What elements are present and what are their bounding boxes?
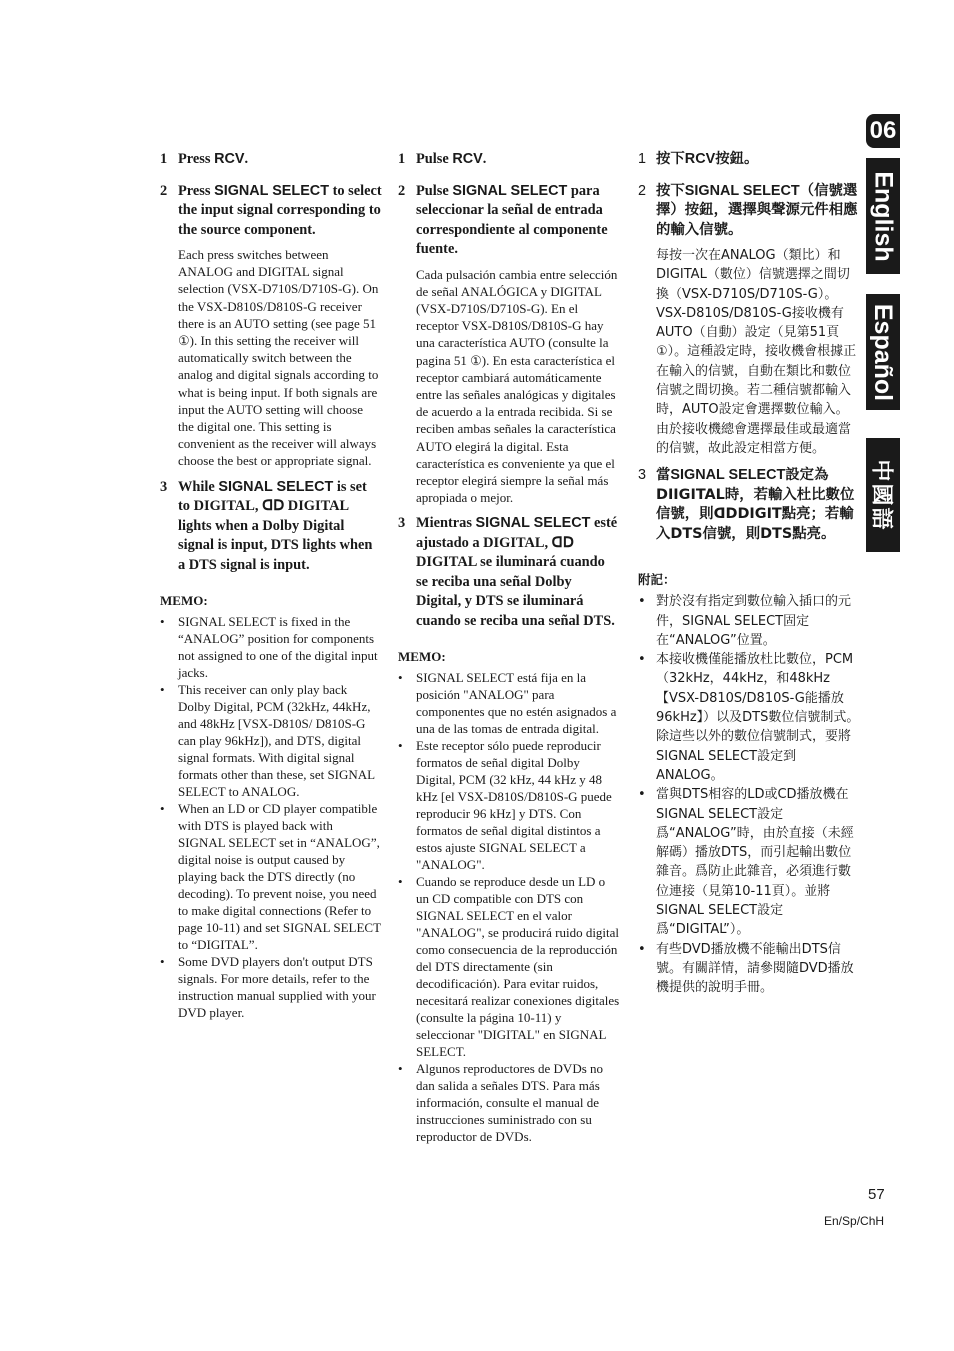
memo-item: • Cuando se reproduce desde un LD o un CD compatible con DTS con SIGNAL SELECT en el valor "ANALOG", se producirá ruido digital como consecuencia de la reproducción del DTS directamente (sin decodificación). Para evitar ruidos, necesitará realizar conexiones digitales (consulte la página 10-11) y seleccionar "DIGITAL" en SIGNAL SELECT. [398,874,620,1060]
memo-item: • 本接收機僅能播放杜比數位，PCM（32kHz，44kHz，和48kHz【VSX-D810S/D810S-G能播放96kHz】）以及DTS數位信號制式。除這些以外的數位信號制式，要將SIGNAL SELECT設定到ANALOG。 [638,652,860,783]
memo-title: MEMO: [398,649,446,665]
english-tab: English [866,158,900,274]
signal-select-key: SIGNAL SELECT [214,182,329,199]
step-2-body: Each press switches between ANALOG and DIGITAL signal selection (VSX-D710S/D710S-G). On the VSX-D810S/D810S-G receiver there is an AUTO setting (see page 51 ①). In this setting the receiver will automatically switch between the analog and digital signals according to what is being input. If both signals are input the AUTO setting will choose the digital one. This setting is convenient as the receiver will always choose the best or appropriate signal. [178,247,379,469]
memo-item: • SIGNAL SELECT está fija en la posición "ANALOG" para componentes que no estén asignados a una de las tomas de entrada digital. [398,670,617,737]
memo-item: • Este receptor sólo puede reproducir formatos de señal digital Dolby Digital, PCM (32 kHz, 44 kHz y 48 kHz [el VSX-D810S/D810S-G puede reproducir 96 kHz] y DTS. Con formatos de señal digital distintos a estos ajuste SIGNAL SELECT a "ANALOG". [398,738,612,873]
step-1: 1 按下RCV按鈕。 [638,151,759,167]
page-number: 57 [868,1186,885,1203]
step-3: 3 當SIGNAL SELECT設定為DIIGITAL時，若輸入杜比數位信號，則ᗡᗞDIGIT點亮；若輸入DTS信號，則DTS點亮。 [638,467,855,542]
memo-item: • Algunos reproductores de DVDs no dan salida a señales DTS. Para más información, consulte el manual de instrucciones suministrado con su reproductor de DVDs. [398,1061,604,1145]
rcv-key: RCV [214,151,245,167]
memo-item: • Some DVD players don't output DTS signals. For more details, refer to the instruction manual supplied with your DVD player. [160,954,376,1021]
memo-item: • When an LD or CD player compatible with DTS is played back with SIGNAL SELECT set in “ANALOG”, digital noise is output caused by playing back the DTS directly (no decoding). To prevent noise, you need to make digital connections (Refer to page 10-11) and set SIGNAL SELECT to “DIGITAL”. [160,801,381,953]
step-2-body: 每按一次在ANALOG（類比）和DIGITAL（數位）信號選擇之間切換（VSX-D710S/D710S-G）。VSX-D810S/D810S-G接收機有AUTO（自動）設定（見第51頁①）。這種設定時，接收機會根據正在輸入的信號，自動在類比和數位信號之間切換。若二種信號都輸入時，AUTO設定會選擇數位輸入。由於接收機總會選擇最佳或最適當的信號，故此設定相當方便。 [656,248,857,456]
rcv-key: RCV [684,151,716,167]
signal-select-key: SIGNAL SELECT [670,467,786,484]
memo-title: MEMO: [160,593,208,609]
step-3: 3 Mientras SIGNAL SELECT esté ajustado a DIGITAL, ᗡᗞ DIGITAL se iluminará cuando se reciba una señal Dolby Digital, y DTS se iluminará cuando se reciba una señal DTS. [398,515,618,629]
memo-item: • 當與DTS相容的LD或CD播放機在SIGNAL SELECT設定爲“ANALOG”時，由於直接（未經解碼）播放DTS，而引起輸出數位雜音。爲防止此雜音，必須進行數位連接（見第10-11頁）。並將SIGNAL SELECT設定爲“DIGITAL”）。 [638,787,854,938]
signal-select-key: SIGNAL SELECT [452,182,568,199]
step-2: 2 Pulse SIGNAL SELECT para seleccionar la señal de entrada correspondiente al componente fuente. [398,182,608,257]
memo-list [160,613,382,1021]
memo-item: • 有些DVD播放機不能輸出DTS信號。有關詳情，請參閱隨DVD播放機提供的說明手冊。 [638,941,854,996]
memo-item: • SIGNAL SELECT is fixed in the “ANALOG” position for components not assigned to one of the digital input jacks. [160,614,378,681]
memo-list [398,669,620,1145]
step-1: 1 Press RCV. [160,151,249,167]
step-2: 2 Press SIGNAL SELECT to select the input signal corresponding to the source component. [160,182,382,238]
signal-select-key: SIGNAL SELECT [684,182,800,199]
memo-item: • 對於沒有指定到數位輸入插口的元件，SIGNAL SELECT固定在“ANALOG”位置。 [638,594,852,648]
step-3: 3 While SIGNAL SELECT is set to DIGITAL, ᗡᗞ DIGITAL lights when a Dolby Digital signal is input, DTS lights when a DTS signal is input. [160,478,373,573]
step-2-body: Cada pulsación cambia entre selección de señal ANALÓGICA y DIGITAL (VSX-D710S/D710S-G). En el receptor VSX-D810S/D810S-G hay una característica AUTO (consulte la pagina 51 ①). En esta característica el receptor cambiará automáticamente entre las señales analógicas y digitales de acuerdo a la entrada recibida. Si se reciben ambas señales la característica AUTO elegirá la digital. Esta característica es conveniente ya que el receptor elegirá siempre la señal más apropiada o mejor. [416,266,618,506]
step-1: 1 Pulse RCV. [398,151,487,167]
rcv-key: RCV [452,151,483,167]
signal-select-key: SIGNAL SELECT [475,515,591,532]
chinese-column [638,150,860,998]
espanol-tab: Español [866,294,900,410]
english-column [160,150,382,1021]
chapter-number-tab: 06 [866,114,900,148]
signal-select-key: SIGNAL SELECT [218,478,334,495]
chinese-tab: 中國語 [866,438,900,552]
page-languages: En/Sp/ChH [824,1214,885,1228]
memo-item: • This receiver can only play back Dolby Digital, PCM (32kHz, 44kHz, and 48kHz [VSX-D810S/ D810S-G can play 96kHz]), and DTS, digital signal formats. With digital signal formats other than these, set SIGNAL SELECT to ANALOG. [160,682,375,800]
step-2: 2 按下SIGNAL SELECT（信號選擇）按鈕，選擇與聲源元件相應的輸入信號。 [638,182,858,238]
memo-title: 附記： [638,572,676,588]
memo-list [638,592,860,997]
spanish-column [398,150,620,1145]
